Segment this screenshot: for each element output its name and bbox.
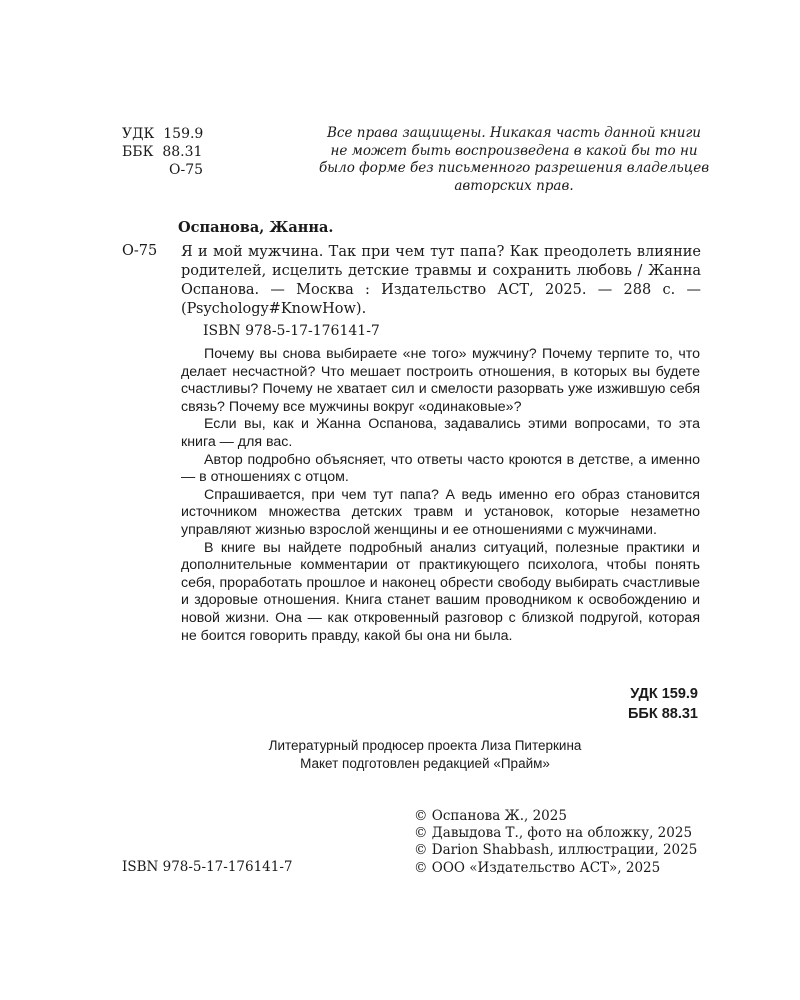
annotation-paragraph: Автор подробно объясняет, что ответы часто кроются в детстве, а именно — в отношениях с отцом. bbox=[181, 451, 700, 486]
author-code-line bbox=[122, 161, 203, 179]
copyrights bbox=[414, 808, 697, 877]
bibliographic-record: Я и мой мужчина. Так при чем тут папа? Как преодолеть влияние родителей, исцелить детские травмы и сохранить любовь / Жанна Оспанова. — Москва : Издательство АСТ, 2025. — 288 с. — (Psychology#KnowHow). bbox=[181, 244, 701, 317]
udk-line bbox=[122, 125, 203, 143]
udk-value: 159.9 bbox=[163, 126, 204, 142]
classification-bottom bbox=[520, 684, 698, 724]
rights-notice: Все права защищены. Никакая часть данной книги не может быть воспроизведена в какой бы то ни было форме без письменного разрешения владельцев авторских прав. bbox=[318, 125, 710, 194]
isbn-bottom: ISBN 978-5-17-176141-7 bbox=[122, 859, 293, 875]
author-code: О-75 bbox=[169, 162, 204, 178]
annotation-paragraph: В книге вы найдете подробный анализ ситуаций, полезные практики и дополнительные комментарии от практикующего психолога, чтобы понять себя, проработать прошлое и наконец обрести свободу выбирать счастливые и здоровые отношения. Книга станет вашим проводником к освобождению и новой жизни. Она — как откровенный разговор с близкой подругой, которая не боится говорить правду, какой бы она ни была. bbox=[181, 539, 700, 644]
copyright-line: © Darion Shabbash, иллюстрации, 2025 bbox=[414, 842, 698, 859]
classification-block bbox=[122, 125, 203, 179]
entry-code: О-75 bbox=[122, 243, 158, 259]
credit-line: Макет подготовлен редакцией «Прайм» bbox=[300, 755, 550, 771]
bbk-line bbox=[122, 143, 203, 161]
copyright-line: © ООО «Издательство АСТ», 2025 bbox=[414, 859, 661, 876]
annotation-paragraph: Если вы, как и Жанна Оспанова, задавались этими вопросами, то эта книга — для вас. bbox=[181, 416, 700, 450]
annotation-paragraph: Спрашивается, при чем тут папа? А ведь именно его образ становится источником множества детских травм и установок, которые незаметно управляют жизнью взрослой женщины и ее отношениями с мужчинами. bbox=[181, 486, 700, 538]
udk-label: УДК bbox=[122, 126, 155, 142]
isbn-main: ISBN 978-5-17-176141-7 bbox=[203, 323, 380, 339]
copyright-line: © Давыдова Т., фото на обложку, 2025 bbox=[414, 825, 693, 842]
bbk-label: ББК bbox=[122, 144, 154, 160]
annotation-paragraph: Почему вы снова выбираете «не того» мужчину? Почему терпите то, что делает несчастной? Что мешает построить отношения, в которых вы будете счастливы? Почему не хватает сил и смелости разорвать уже изжившую себя связь? Почему все мужчины вокруг «одинаковые»? bbox=[181, 346, 700, 415]
bbk-value: 88.31 bbox=[162, 144, 203, 160]
copyright-line: © Оспанова Ж., 2025 bbox=[414, 808, 567, 824]
bbk-bottom: ББК 88.31 bbox=[627, 706, 698, 722]
annotation bbox=[181, 346, 700, 645]
credit-line: Литературный продюсер проекта Лиза Питеркина bbox=[268, 738, 582, 753]
author-heading: Оспанова, Жанна. bbox=[178, 219, 334, 236]
credits bbox=[180, 737, 670, 772]
udk-bottom: УДК 159.9 bbox=[630, 686, 698, 702]
